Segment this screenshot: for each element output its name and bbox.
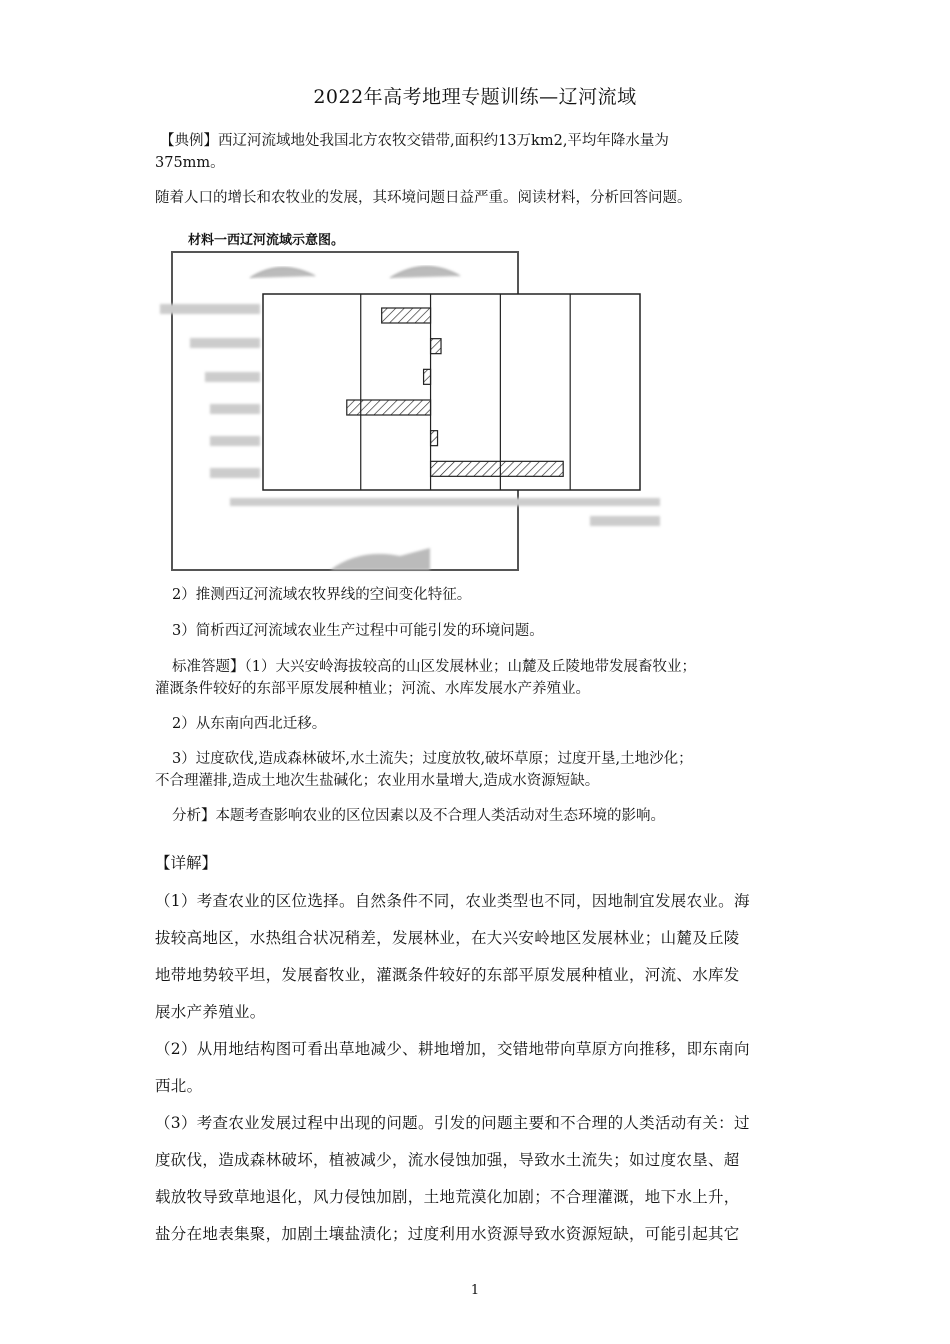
detail-line: （2）从用地结构图可看出草地减少、耕地增加，交错地带向草原方向推移，即东南向 (155, 1040, 750, 1058)
question-2: 2）推测西辽河流域农牧界线的空间变化特征。 (172, 587, 472, 603)
detail-heading: 【详解】 (155, 854, 218, 872)
analysis-text: 分析】本题考查影响农业的区位因素以及不合理人类活动对生态环境的影响。 (172, 808, 665, 824)
map-terrain-bottom (330, 548, 430, 570)
chart-plot-area (263, 294, 640, 490)
answer-3-line-2: 不合理灌排,造成土地次生盐碱化；农业用水量增大,造成水资源短缺。 (155, 773, 600, 789)
intro-line-1: 【典例】西辽河流域地处我国北方农牧交错带,面积约13万km2,平均年降水量为 (160, 133, 669, 149)
chart-bar (382, 308, 431, 323)
figure-container (150, 248, 670, 580)
detail-body (155, 883, 750, 1253)
detail-line: （3）考查农业发展过程中出现的问题。引发的问题主要和不合理的人类活动有关：过 (155, 1114, 750, 1132)
intro-line-2: 375mm。 (155, 155, 225, 171)
figure-caption: 材料一西辽河流域示意图。 (188, 233, 345, 248)
answer-1-text: （1）大兴安岭海拔较高的山区发展林业；山麓及丘陵地带发展畜牧业； (244, 659, 696, 675)
answer-1-line-2: 灌溉条件较好的东部平原发展种植业；河流、水库发展水产养殖业。 (155, 681, 590, 697)
land-use-chart (150, 248, 670, 580)
detail-line: 展水产养殖业。 (155, 1003, 266, 1021)
answer-1-line-1 (172, 656, 696, 678)
question-3: 3）简析西辽河流域农业生产过程中可能引发的环境问题。 (172, 623, 544, 639)
document-title: 2022年高考地理专题训练—辽河流域 (313, 86, 637, 108)
intro-line-3: 随着人口的增长和农牧业的发展，其环境问题日益严重。阅读材料，分析回答问题。 (155, 190, 692, 206)
detail-line: 西北。 (155, 1077, 203, 1095)
detail-line: 载放牧导致草地退化，风力侵蚀加剧，土地荒漠化加剧；不合理灌溉，地下水上升， (155, 1188, 740, 1206)
detail-line: 地带地势较平坦，发展畜牧业，灌溉条件较好的东部平原发展种植业，河流、水库发 (155, 966, 740, 984)
chart-bar (424, 369, 431, 384)
detail-line: （1）考查农业的区位选择。自然条件不同，农业类型也不同，因地制宜发展农业。海 (155, 892, 750, 910)
chart-bar (347, 400, 431, 415)
chart-bar (431, 461, 564, 476)
map-terrain-top-left (250, 267, 315, 278)
page-number: 1 (470, 1283, 480, 1298)
chart-bar (431, 339, 441, 354)
detail-line: 拔较高地区，水热组合状况稍差，发展林业，在大兴安岭地区发展林业；山麓及丘陵 (155, 929, 740, 947)
detail-line: 盐分在地表集聚，加剧土壤盐渍化；过度利用水资源导致水资源短缺，可能引起其它 (155, 1225, 740, 1243)
answer-label: 标准答题】 (172, 659, 245, 675)
chart-bar (431, 431, 438, 446)
map-terrain-top-right (390, 266, 460, 278)
answer-2: 2）从东南向西北迁移。 (172, 716, 327, 732)
answer-3-line-1: 3）过度砍伐,造成森林破坏,水土流失；过度放牧,破坏草原；过度开垦,土地沙化； (172, 751, 693, 767)
detail-line: 度砍伐，造成森林破坏，植被减少，流水侵蚀加强，导致水土流失；如过度农垦、超 (155, 1151, 740, 1169)
